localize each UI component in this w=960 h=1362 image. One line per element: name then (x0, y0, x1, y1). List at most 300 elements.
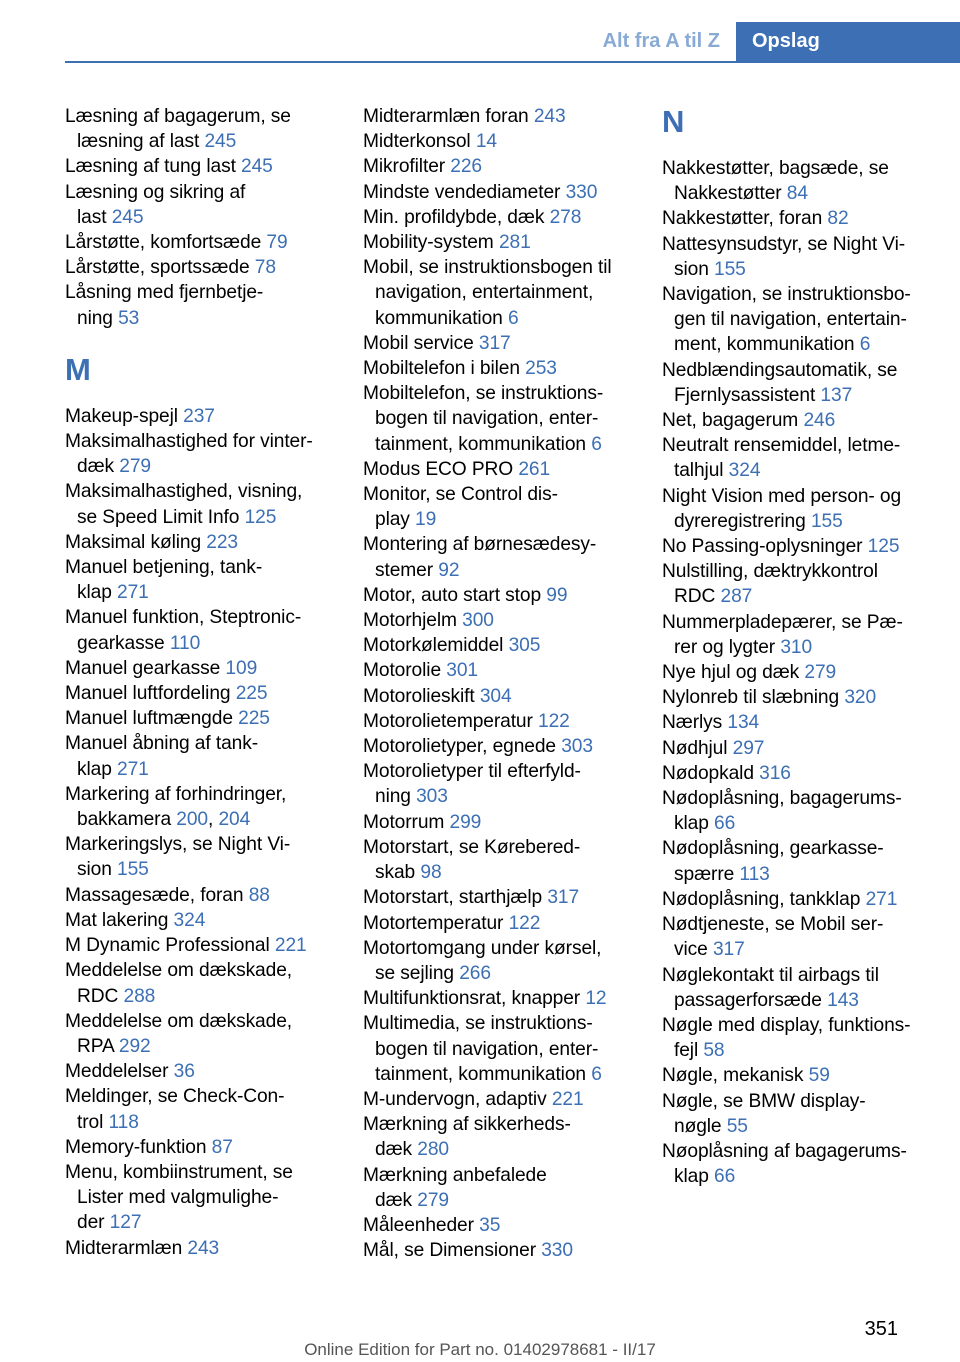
index-entry (363, 911, 653, 936)
index-entry (662, 761, 956, 786)
page-reference-link[interactable]: 204 (218, 809, 251, 831)
index-entry (363, 936, 653, 986)
index-entry (662, 1013, 956, 1063)
page-reference-link[interactable]: 317 (478, 332, 511, 354)
index-entry-text: trol (77, 1111, 109, 1133)
page-reference-link[interactable]: 110 (169, 632, 201, 654)
index-entry-text: Nedblændingsautomatik, se (662, 359, 898, 381)
index-entry-text: skab (375, 862, 421, 884)
index-entry (363, 835, 653, 885)
page-reference-link[interactable]: 98 (420, 862, 442, 884)
index-entry-text: Nulstilling, dæktrykkontrol (662, 561, 878, 583)
index-entry-text: Nærlys (662, 712, 728, 734)
page-reference-link[interactable]: 122 (508, 912, 541, 934)
index-entry: Markering af forhindringer, bakkamera 200, 204 (65, 783, 287, 831)
index-entry-text: RPA (77, 1035, 119, 1057)
header-tab (736, 22, 960, 63)
index-letter-heading: N (662, 104, 685, 139)
index-entry (662, 610, 956, 660)
index-entry-text: Monitor, se Control dis- (363, 484, 558, 506)
index-entry-text: Motor, auto start stop (363, 584, 547, 606)
page-reference-link[interactable]: 6 (591, 1063, 602, 1085)
page-reference-link[interactable]: 301 (446, 660, 478, 682)
page-reference-link[interactable]: 330 (541, 1240, 573, 1262)
page-reference-link[interactable]: 127 (109, 1212, 142, 1234)
index-entry (662, 408, 956, 433)
page-reference-link[interactable]: 279 (119, 456, 151, 478)
page-reference-link[interactable]: 155 (117, 859, 149, 881)
index-entry (65, 605, 355, 655)
index-entry (65, 104, 355, 154)
index-entry-text: stemer (375, 559, 439, 581)
footer-edition: Online Edition for Part no. 01402978681 - II/17 (304, 1340, 656, 1359)
page-reference-link[interactable]: 243 (187, 1237, 220, 1259)
page-reference-link[interactable]: 271 (117, 758, 149, 780)
index-entry-text: last (77, 206, 112, 228)
index-entry-text: Nye hjul og dæk (662, 662, 805, 684)
page-reference-link[interactable]: 55 (726, 1115, 748, 1137)
index-entry-text: Manuel funktion, Steptronic- (65, 607, 302, 629)
page-reference-link[interactable]: 245 (241, 156, 273, 178)
index-entry-text: Meldinger, se Check-Con- (65, 1086, 285, 1108)
index-entry-text: Lårstøtte, sportssæde (65, 257, 255, 279)
page-reference-link[interactable]: 221 (274, 935, 307, 957)
page-reference-link[interactable]: 279 (417, 1189, 449, 1211)
page-reference-link[interactable]: 246 (803, 410, 836, 432)
page-reference-link[interactable]: 297 (732, 737, 765, 759)
page-number: 351 (864, 1318, 898, 1340)
page-reference-link[interactable]: 243 (533, 106, 566, 127)
index-entry (65, 255, 355, 280)
index-entry (363, 583, 653, 608)
index-entry-text: Læsning af tung last (65, 156, 242, 178)
page-reference-link[interactable]: 225 (238, 708, 270, 730)
page-reference-link[interactable]: 221 (551, 1088, 584, 1110)
page-header (0, 0, 960, 64)
index-entry-text: Manuel gearkasse (65, 657, 226, 679)
index-entry (662, 358, 956, 408)
index-entry-text: Fjernlysassistent (674, 384, 821, 406)
index-entry-text: Motorhjelm (363, 610, 463, 632)
index-entry (363, 205, 653, 230)
page-reference-link[interactable]: 305 (508, 635, 541, 657)
index-entry (363, 1238, 653, 1263)
index-entry-text: tainment, kommunikation (375, 433, 592, 455)
index-entry-text: Mobil, se instruktionsbogen til (363, 257, 612, 279)
index-entry-text: Lister med valgmulighe- (77, 1187, 279, 1209)
index-entry-text: klap (674, 813, 715, 835)
index-entry-text: se Speed Limit Info (77, 506, 245, 528)
index-entry-text: Nødopkald (662, 762, 760, 784)
index-entry-text: Manuel luftfordeling (65, 683, 236, 705)
index-entry-text: Mobility-system (363, 232, 499, 254)
page-reference-link[interactable]: 53 (118, 307, 140, 329)
page-reference-link[interactable]: 122 (538, 710, 570, 732)
index-entry-text: navigation, entertainment, (375, 282, 594, 304)
index-entry-text: Motorstart, se Kørebered- (363, 836, 581, 858)
page-reference-link[interactable]: 137 (820, 384, 853, 406)
index-entry-text: ning (375, 786, 417, 808)
index-entry (662, 1063, 956, 1088)
index-entry-text: Nødtjeneste, se Mobil ser- (662, 914, 884, 936)
index-entry-text: Nattesynsudstyr, se Night Vi- (662, 233, 906, 255)
index-entry-text: Motorkølemiddel (363, 635, 509, 657)
page-reference-link[interactable]: 200 (176, 809, 208, 831)
index-entry-text: Nøgle med display, funktions- (662, 1014, 911, 1036)
index-entry (363, 709, 653, 734)
index-entry (662, 685, 956, 710)
page-reference-link[interactable]: 6 (859, 334, 871, 356)
index-entry (363, 356, 653, 381)
index-entry-text: dyreregistrering (674, 510, 811, 532)
index-entry-text: Mål, se Dimensioner (363, 1240, 542, 1262)
page-reference-link[interactable]: 88 (248, 884, 270, 906)
page-reference-link[interactable]: 35 (479, 1214, 501, 1236)
index-entry-text: bogen til navigation, enter- (375, 408, 599, 430)
index-entry-text: M-undervogn, adaptiv (363, 1088, 552, 1110)
page-reference-link[interactable]: 19 (415, 509, 437, 531)
index-entry-text: Nøgle, se BMW display- (662, 1090, 866, 1112)
page-reference-link[interactable]: 155 (810, 510, 843, 532)
page-reference-link[interactable]: 310 (780, 636, 813, 658)
index-entry-text: Læsning af bagagerum, se (65, 106, 291, 127)
index-entry-text: Night Vision med person- og (662, 485, 902, 507)
index-entry-text: Nødoplåsning, tankklap (662, 888, 866, 910)
index-entry-text: Mobil service (363, 332, 479, 354)
index-entry-text: Motorstart, starthjælp (363, 887, 548, 909)
index-entry (65, 656, 355, 681)
index-entry-text: bakkamera (77, 809, 177, 831)
index-entry-text: Motorrum (363, 811, 450, 833)
page-reference-link[interactable]: 58 (703, 1040, 725, 1062)
index-entry (363, 658, 653, 683)
index-entry-text: klap (674, 1166, 715, 1188)
index-entry (65, 555, 355, 605)
page-reference-link[interactable]: 84 (786, 183, 808, 205)
index-entry (65, 429, 355, 479)
index-entry-text: Makeup-spejl (65, 405, 184, 427)
index-entry-text: Massagesæde, foran (65, 884, 249, 906)
index-entry (662, 887, 956, 912)
index-column-2 (363, 104, 653, 1263)
page-reference-link[interactable]: 253 (525, 358, 557, 380)
page-reference-link[interactable]: 287 (720, 586, 753, 608)
index-entry (363, 608, 653, 633)
index-entry-text: Mobiltelefon, se instruktions- (363, 383, 604, 405)
index-entry (65, 280, 355, 330)
index-entry-text: Mærkning anbefalede (363, 1164, 547, 1186)
index-entry-text: dæk (375, 1189, 418, 1211)
index-entry-text: Mindste vendediameter (363, 181, 566, 203)
index-entry-text: Motorolietyper til efterfyld- (363, 761, 581, 783)
index-entry (662, 484, 956, 534)
index-entry (363, 331, 653, 356)
index-entry (65, 180, 355, 230)
index-entry-text: Midterarmlæn (65, 1237, 188, 1259)
page-reference-link[interactable]: 300 (462, 610, 494, 632)
index-entry (363, 1112, 653, 1162)
page-reference-link[interactable]: 330 (565, 181, 598, 203)
index-entry (662, 963, 956, 1013)
page-reference-link[interactable]: 324 (173, 909, 206, 931)
index-entry-text: Min. profildybde, dæk (363, 206, 550, 228)
index-entry-text: Meddelelser (65, 1061, 174, 1083)
page-reference-link[interactable]: 324 (728, 460, 761, 482)
index-entry-text: se sejling (375, 962, 460, 984)
index-entry-text: rer og lygter (674, 636, 781, 658)
index-entry-text: sion (77, 859, 118, 881)
page-reference-link[interactable]: 6 (507, 307, 519, 329)
index-entry-text: Mobiltelefon i bilen (363, 358, 526, 380)
header-section-title: Alt fra A til Z (602, 30, 720, 52)
index-entry-text: Måleenheder (363, 1214, 480, 1236)
index-entry-text: dæk (375, 1139, 418, 1161)
index-entry (65, 1236, 355, 1261)
page-reference-link[interactable]: 245 (111, 206, 144, 228)
index-entry (662, 156, 956, 206)
index-entry (65, 706, 355, 731)
page-reference-link[interactable]: 288 (123, 985, 156, 1007)
index-entry (662, 1139, 956, 1189)
index-entry (363, 1213, 653, 1238)
index-entry (363, 381, 653, 457)
index-entry-text: sion (674, 258, 715, 280)
index-entry (662, 433, 956, 483)
page-reference-link[interactable]: 78 (254, 257, 276, 279)
index-entry-text: ning (77, 307, 119, 329)
page-reference-link[interactable]: 82 (827, 208, 849, 230)
page-reference-link[interactable]: 134 (727, 712, 760, 734)
index-entry (65, 832, 355, 882)
index-entry-text: klap (77, 582, 118, 604)
index-entry (662, 660, 956, 685)
index-entry (363, 759, 653, 809)
index-entry-text: talhjul (674, 460, 729, 482)
page-reference-link[interactable]: 303 (561, 736, 593, 758)
index-entry (662, 282, 956, 358)
index-entry (363, 255, 653, 331)
index-entry-text: Modus ECO PRO (363, 458, 519, 480)
index-entry (363, 482, 653, 532)
page-reference-link[interactable]: 36 (173, 1061, 195, 1083)
page-reference-link[interactable]: 278 (549, 206, 582, 228)
index-entry-text: Mat lakering (65, 909, 174, 931)
index-entry (363, 885, 653, 910)
page-reference-link[interactable]: 99 (546, 584, 568, 606)
index-entry-text: Manuel luftmængde (65, 708, 239, 730)
index-entry (662, 836, 956, 886)
index-entry-text: Multimedia, se instruktions- (363, 1013, 593, 1035)
page-reference-link[interactable]: 303 (416, 786, 448, 808)
index-entry-text: Nødoplåsning, gearkasse- (662, 838, 884, 860)
index-column-1 (65, 104, 355, 1261)
index-entry-text: M Dynamic Professional (65, 935, 275, 957)
index-entry-text: Maksimalhastighed, visning, (65, 481, 303, 503)
index-entry-text: Midterkonsol (363, 131, 476, 153)
page-reference-link[interactable]: 317 (547, 887, 580, 909)
index-entry (363, 633, 653, 658)
page-reference-link[interactable]: 271 (865, 888, 898, 910)
index-entry (662, 534, 956, 559)
index-entry (65, 530, 355, 555)
page-reference-link[interactable]: 261 (518, 458, 551, 480)
page-reference-link[interactable]: 12 (585, 988, 607, 1010)
index-entry (363, 532, 653, 582)
index-entry (363, 129, 653, 154)
index-entry (363, 734, 653, 759)
index-entry-text: Meddelelse om dækskade, (65, 960, 293, 982)
index-entry-text: Nødoplåsning, bagagerums- (662, 788, 902, 810)
index-entry-text: Læsning og sikring af (65, 181, 246, 203)
index-entry-text: dæk (77, 456, 120, 478)
page-reference-link[interactable]: 66 (714, 813, 736, 835)
index-entry-text: der (77, 1212, 110, 1234)
index-entry-text: Nakkestøtter, bagsæde, se (662, 158, 889, 179)
index-entry-text: No Passing-oplysninger (662, 536, 868, 558)
index-entry-text: passagerforsæde (674, 989, 828, 1011)
index-entry (65, 933, 355, 958)
index-entry-text: Markeringslys, se Night Vi- (65, 834, 291, 856)
index-entry (65, 681, 355, 706)
page-reference-link[interactable]: 66 (714, 1166, 736, 1188)
index-entry-text: Lårstøtte, komfortsæde (65, 232, 267, 254)
index-entry (65, 958, 355, 1008)
page-reference-link[interactable]: 316 (759, 762, 791, 784)
index-entry (363, 1011, 653, 1087)
index-entry (65, 404, 355, 429)
index-entry-text: Mærkning af sikkerheds- (363, 1114, 571, 1136)
index-entry-text: play (375, 509, 416, 531)
page-reference-link[interactable]: 245 (204, 131, 237, 153)
page-reference-link[interactable]: 292 (118, 1035, 151, 1057)
page-reference-link[interactable]: 320 (844, 687, 877, 709)
page-reference-link[interactable]: 304 (479, 685, 512, 707)
index-entry-text: Manuel betjening, tank- (65, 557, 263, 579)
index-entry (363, 810, 653, 835)
index-entry-text: Maksimal køling (65, 531, 207, 553)
index-entry (363, 104, 653, 129)
index-entry-text: Meddelelse om dækskade, (65, 1010, 293, 1032)
index-entry-text: Memory-funktion (65, 1136, 212, 1158)
index-entry (65, 1009, 355, 1059)
header-tab-label: Opslag (752, 30, 820, 52)
index-entry-text: Nummerpladepærer, se Pæ- (662, 611, 903, 633)
index-entry-text: Nakkestøtter (674, 183, 787, 205)
index-entry (65, 1160, 355, 1236)
page-reference-link[interactable]: 118 (108, 1111, 139, 1133)
page-reference-link[interactable]: 87 (211, 1136, 233, 1158)
page-reference-link[interactable]: 237 (183, 405, 215, 427)
index-entry (363, 684, 653, 709)
index-entry-text: RDC (77, 985, 124, 1007)
index-entry-text: nøgle (674, 1115, 727, 1137)
page-reference-link[interactable]: 226 (450, 156, 482, 178)
index-entry (662, 786, 956, 836)
index-entry (662, 1089, 956, 1139)
index-entry (65, 1059, 355, 1084)
index-entry-text: bogen til navigation, enter- (375, 1038, 599, 1060)
index-entry-text: ment, kommunikation (674, 334, 860, 356)
index-entry (363, 154, 653, 179)
index-entry-text: læsning af last (77, 131, 205, 153)
index-entry (662, 559, 956, 609)
page-reference-link[interactable]: 6 (591, 433, 602, 455)
index-entry (65, 731, 355, 781)
page-reference-link[interactable]: 299 (449, 811, 482, 833)
index-entry-text: Midterarmlæn foran (363, 106, 534, 127)
index-entry-text: klap (77, 758, 118, 780)
index-entry (65, 479, 355, 529)
index-column-3 (662, 104, 956, 1189)
index-entry-text: Mikrofilter (363, 156, 451, 178)
index-entry-text: Motortemperatur (363, 912, 509, 934)
index-entry-text: Motorolietemperatur (363, 710, 539, 732)
index-entry (662, 912, 956, 962)
page-reference-link[interactable]: 125 (244, 506, 277, 528)
page-reference-link[interactable]: 225 (235, 683, 268, 705)
index-entry (65, 230, 355, 255)
index-entry-text: Motortomgang under kørsel, (363, 937, 602, 959)
page-reference-link[interactable]: 113 (739, 863, 770, 885)
page-reference-link[interactable]: 317 (712, 939, 745, 961)
index-entry-text: Nylonreb til slæbning (662, 687, 845, 709)
page-reference-link[interactable]: 223 (206, 531, 238, 553)
index-entry-text: Navigation, se instruktionsbo- (662, 284, 911, 306)
index-entry-text: gearkasse (77, 632, 170, 654)
index-entry-text: Nøglekontakt til airbags til (662, 964, 879, 986)
page-reference-link[interactable]: 143 (827, 989, 859, 1011)
index-entry-text: Nakkestøtter, foran (662, 208, 828, 230)
page-reference-link[interactable]: 280 (417, 1139, 449, 1161)
index-entry (662, 710, 956, 735)
page-reference-link[interactable]: 109 (225, 657, 258, 679)
index-entry-text: Motorolieskift (363, 685, 480, 707)
page-reference-link[interactable]: 79 (266, 232, 288, 254)
index-entry (65, 883, 355, 908)
index-entry (65, 1084, 355, 1134)
page-reference-link[interactable]: 155 (714, 258, 746, 280)
index-entry (65, 154, 355, 179)
index-entry-text: Nødhjul (662, 737, 733, 759)
page-reference-link[interactable]: 14 (475, 131, 497, 153)
index-entry-text: RDC (674, 586, 721, 608)
index-entry (363, 1087, 653, 1112)
page-reference-link[interactable]: 266 (459, 962, 491, 984)
index-entry (662, 206, 956, 231)
index-entry (662, 736, 956, 761)
section-gap (65, 331, 355, 352)
index-entry-text: Motorolie (363, 660, 447, 682)
index-entry-text: Multifunktionsrat, knapper (363, 988, 586, 1010)
page-reference-link[interactable]: 59 (808, 1065, 830, 1087)
page-reference-link[interactable]: 281 (498, 232, 531, 254)
page-reference-link[interactable]: 279 (804, 662, 837, 684)
index-entry (363, 180, 653, 205)
index-entry-text: spærre (674, 863, 740, 885)
page-reference-link[interactable]: 125 (867, 536, 900, 558)
index-entry (65, 1135, 355, 1160)
index-entry-text: Net, bagagerum (662, 410, 804, 432)
index-entry-text: Manuel åbning af tank- (65, 733, 259, 755)
page-reference-link[interactable]: 271 (117, 582, 149, 604)
index-entry-text: Maksimalhastighed for vinter- (65, 431, 313, 453)
index-entry (662, 232, 956, 282)
page-reference-link[interactable]: 92 (438, 559, 460, 581)
index-entry (363, 230, 653, 255)
index-entry-text: vice (674, 939, 713, 961)
index-entry-text: Neutralt rensemiddel, letme- (662, 435, 901, 457)
index-entry-text: tainment, kommunikation (375, 1063, 592, 1085)
